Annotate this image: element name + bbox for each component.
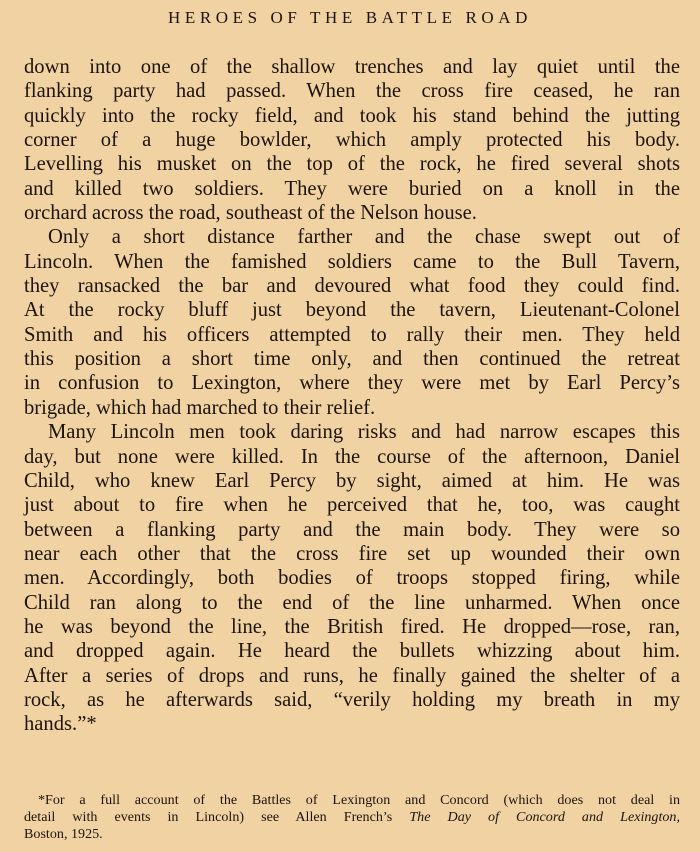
text-line: Levelling his musket on the top of the rock, he fired several shots xyxy=(24,153,680,176)
text-line: Smith and his officers attempted to rally their men. They held xyxy=(24,323,680,346)
text-line: just about to fire when he perceived that he, too, was caught xyxy=(24,494,680,517)
text-line: they ransacked the bar and devoured what food they could find. xyxy=(24,275,680,298)
footnote-line: Boston, 1925. xyxy=(24,826,103,842)
running-header: HEROES OF THE BATTLE ROAD xyxy=(167,8,533,27)
text-line: down into one of the shallow trenches and lay quiet until the xyxy=(24,56,680,78)
footnote-line xyxy=(24,809,680,826)
text-line: day, but none were killed. In the course of the afternoon, Daniel xyxy=(24,445,680,468)
footnote-line: *For a full account of the Battles of Lexington and Concord (which does not deal in xyxy=(38,792,680,808)
text-line: At the rocky bluff just beyond the tavern, Lieutenant-Colonel xyxy=(24,299,680,322)
text-line: and dropped again. He heard the bullets whizzing about him. xyxy=(24,640,680,663)
text-line: flanking party had passed. When the cross fire ceased, he ran xyxy=(24,80,680,103)
text-line: near each other that the cross fire set up wounded their own xyxy=(24,542,680,565)
body-text xyxy=(24,55,680,737)
text-line: this position a short time only, and then continued the retreat xyxy=(24,348,680,371)
text-line: corner of a huge bowlder, which amply protected his body. xyxy=(24,129,680,152)
footnote-book-title: The Day of Concord and Lexington, xyxy=(409,809,680,825)
text-line: orchard across the road, southeast of the Nelson house. xyxy=(24,202,477,225)
text-line: between a flanking party and the main body. They were so xyxy=(24,518,680,541)
text-line: rock, as he afterwards said, “verily holding my breath in my xyxy=(24,688,680,711)
text-line: Many Lincoln men took daring risks and had narrow escapes this xyxy=(48,421,680,444)
text-line: brigade, which had marched to their relief. xyxy=(24,396,376,419)
text-line: Child, who knew Earl Percy by sight, aimed at him. He was xyxy=(24,469,680,492)
text-line: Lincoln. When the famished soldiers came to the Bull Tavern, xyxy=(24,250,680,273)
footnote-text: detail with events in Lincoln) see Allen French’s xyxy=(24,809,410,825)
text-line: and killed two soldiers. They were buried on a knoll in the xyxy=(24,177,680,200)
text-line: After a series of drops and runs, he finally gained the shelter of a xyxy=(24,664,680,687)
text-line: he was beyond the line, the British fired. He dropped—rose, ran, xyxy=(24,615,680,638)
text-line: men. Accordingly, both bodies of troops stopped firing, while xyxy=(24,567,680,590)
text-line: quickly into the rocky field, and took his stand behind the jutting xyxy=(24,104,680,127)
text-line: hands.”* xyxy=(24,713,97,736)
footnote xyxy=(24,792,680,843)
text-line: Child ran along to the end of the line unharmed. When once xyxy=(24,591,680,614)
text-line: in confusion to Lexington, where they were met by Earl Percy’s xyxy=(24,372,680,395)
text-line: Only a short distance farther and the chase swept out of xyxy=(48,226,680,249)
